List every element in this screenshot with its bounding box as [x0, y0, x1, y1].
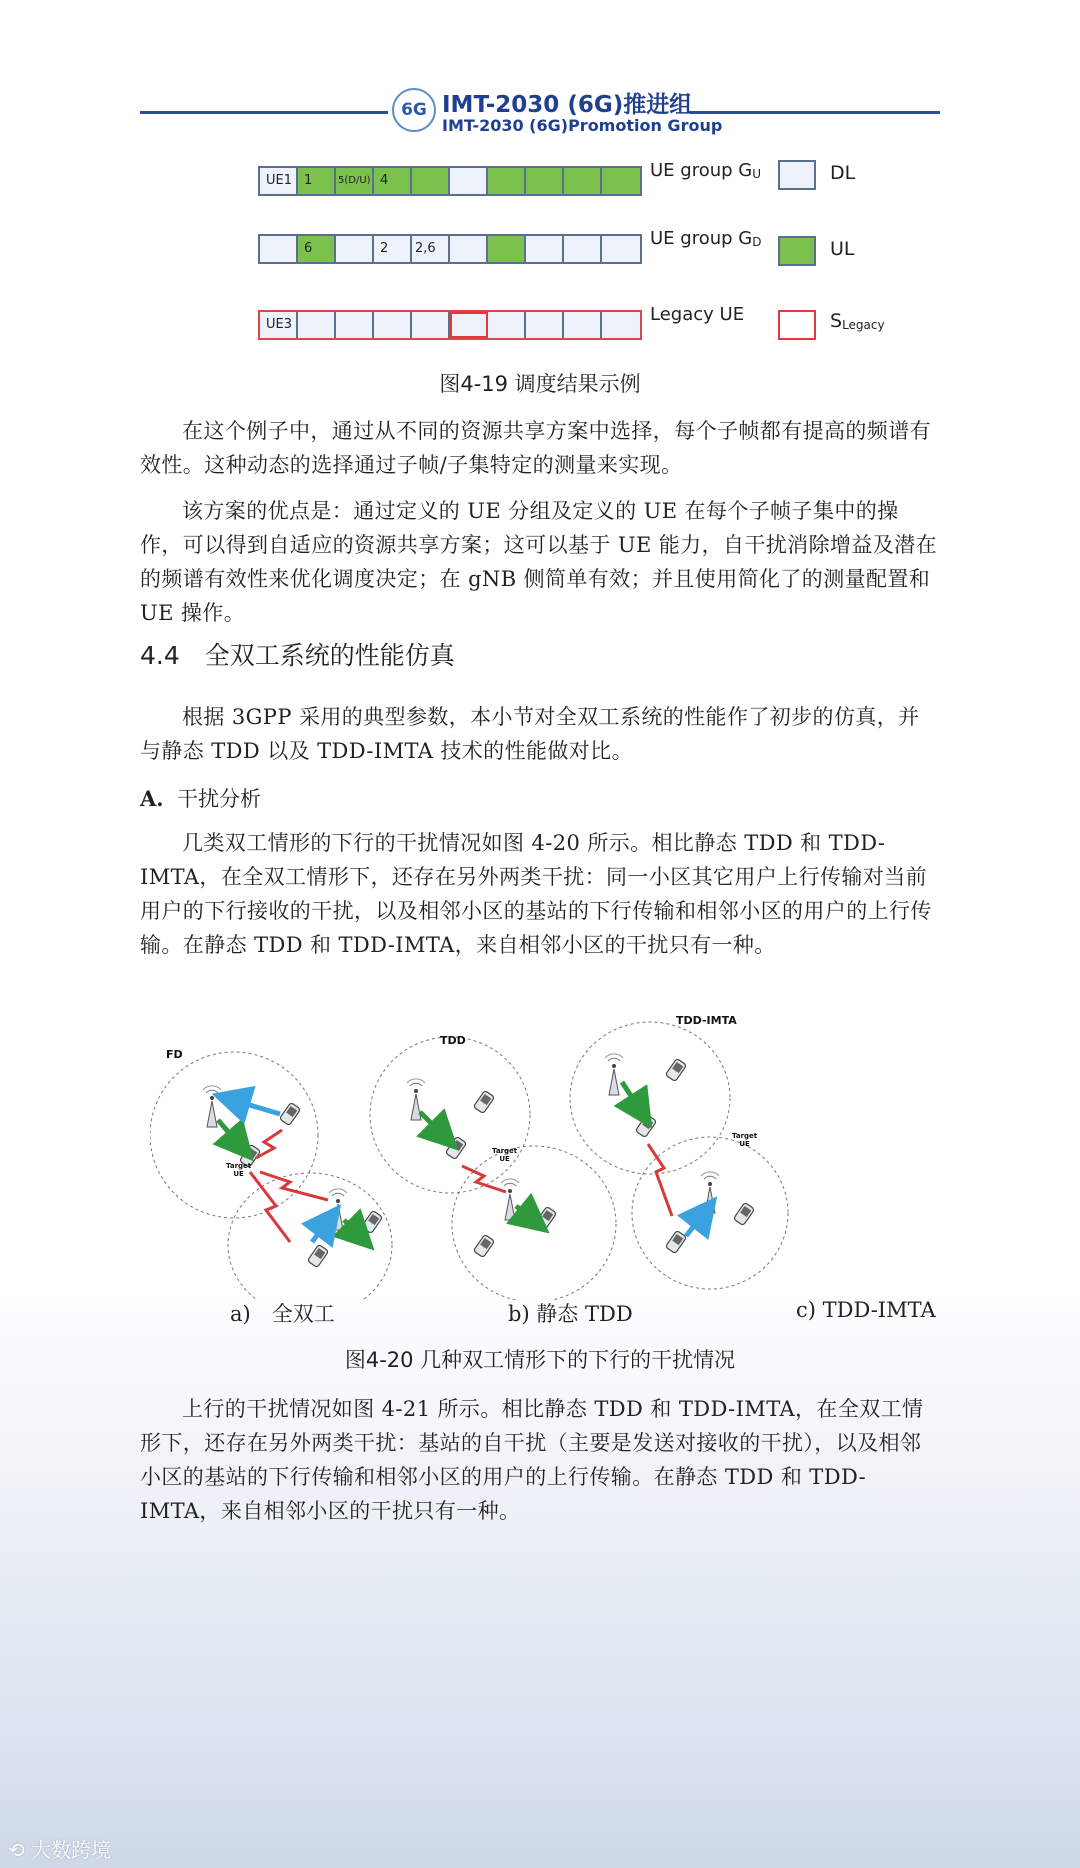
- base-station-icon: [701, 1172, 719, 1213]
- cell-boundary: [370, 1037, 530, 1193]
- grid-cell: [412, 312, 450, 338]
- legend-label-ul: UL: [830, 238, 855, 260]
- ue-phone-icon: [665, 1058, 686, 1081]
- header-title-cn: IMT-2030 (6G)推进组: [442, 92, 693, 118]
- ul-arrow: [226, 1098, 280, 1114]
- grid-cell: 4: [374, 168, 412, 194]
- sub-caption-b: b) 静态 TDD: [508, 1302, 633, 1326]
- logo-text: 6G: [401, 100, 427, 120]
- legend-label-dl: DL: [830, 162, 856, 184]
- paragraph-1: 在这个例子中，通过从不同的资源共享方案中选择，每个子帧都有提高的频谱有效性。这种动态的选择通过子帧/子集特定的测量来实现。: [140, 419, 931, 477]
- section-title: 4.4 全双工系统的性能仿真: [140, 641, 455, 670]
- legend-label-s: $S_{Legacy}$: [830, 310, 885, 332]
- grid-row-gd: [258, 234, 642, 264]
- row-label-gu: UE group $G_U$: [650, 160, 762, 181]
- figure-4-20-caption: 图4-20 几种双工情形下的下行的干扰情况: [344, 1348, 736, 1372]
- sub-caption-a: a) 全双工: [230, 1302, 335, 1326]
- ue-phone-icon: [473, 1090, 494, 1113]
- dl-arrow: [344, 1220, 364, 1240]
- grid-cell: [526, 168, 564, 194]
- ue-phone-icon: [733, 1202, 754, 1225]
- interference-zigzag: [260, 1172, 328, 1200]
- grid-cell: [450, 168, 488, 194]
- grid-cell: UE3: [260, 312, 298, 338]
- interference-zigzag: [462, 1166, 506, 1192]
- base-station-icon: [501, 1179, 519, 1220]
- ul-arrow: [312, 1216, 332, 1242]
- paragraph-4: 几类双工情形的下行的干扰情况如图 4-20 所示。相比静态 TDD 和 TDD-IMTA，在全双工情形下，还存在另外两类干扰：同一小区其它用户上行传输对当前用户的下行接收的干扰，以及相邻小区的基站的下行传输和相邻小区的用户的上行传输。在静态 TDD 和 TDD-IMTA，来自相邻小区的干扰只有一种。: [140, 831, 932, 957]
- grid-cell: 2,6: [412, 236, 450, 262]
- grid-cell: [336, 236, 374, 262]
- ue-phone-icon: [473, 1234, 494, 1257]
- logo-icon: [392, 88, 436, 132]
- ue-phone-icon: [361, 1210, 382, 1233]
- grid-cell: 1: [298, 168, 336, 194]
- ue-phone-icon: [445, 1136, 466, 1159]
- ue-phone-icon: [279, 1102, 300, 1125]
- grid-cell: 6: [298, 236, 336, 262]
- grid-row-gu: [258, 166, 642, 196]
- ue-phone-icon: [635, 1114, 656, 1137]
- legend-swatch-ul: [778, 236, 816, 266]
- grid-row-legacy: [258, 310, 642, 340]
- row-label-gd: UE group $G_D$: [650, 228, 762, 249]
- grid-cell: [564, 236, 602, 262]
- interference-zigzag: [250, 1172, 290, 1242]
- grid-cell: [602, 236, 640, 262]
- figure-4-19-caption: 图4-19 调度结果示例: [439, 372, 641, 396]
- grid-cell: [450, 312, 488, 338]
- header-rule-right: [690, 111, 940, 114]
- dl-arrow: [218, 1120, 244, 1150]
- header-rule-left: [140, 111, 388, 114]
- grid-cell: [488, 236, 526, 262]
- paragraph-5: 上行的干扰情况如图 4-21 所示。相比静态 TDD 和 TDD-IMTA，在全双工情形下，还存在另外两类干扰：基站的自干扰（主要是发送对接收的干扰），以及相邻小区的基站的下行传输和相邻小区的用户的上行传输。在静态 TDD 和 TDD-IMTA，来自相邻小区的干扰只有一种。: [140, 1397, 924, 1523]
- base-station-icon: [329, 1189, 347, 1230]
- grid-cell: [298, 312, 336, 338]
- grid-cell: [526, 312, 564, 338]
- watermark: ⟲ 大数跨境: [8, 1838, 112, 1862]
- panel-label-fd: FD: [166, 1048, 183, 1061]
- ue-phone-icon: [307, 1244, 328, 1267]
- panel-label-tdd-imta: TDD-IMTA: [676, 1014, 737, 1027]
- grid-cell: [564, 312, 602, 338]
- cell-boundary: [228, 1173, 392, 1300]
- dl-arrow: [622, 1082, 644, 1116]
- grid-cell: 5(D/U): [336, 168, 374, 194]
- grid-cell: [526, 236, 564, 262]
- grid-cell: [374, 312, 412, 338]
- legend-swatch-s: [778, 310, 816, 340]
- grid-cell: 2: [374, 236, 412, 262]
- sub-caption-c: c) TDD-IMTA: [796, 1298, 936, 1322]
- grid-cell: UE1: [260, 168, 298, 194]
- base-station-icon: [605, 1054, 623, 1095]
- dl-arrow: [420, 1112, 448, 1140]
- grid-cell: [602, 168, 640, 194]
- grid-cell: [602, 312, 640, 338]
- target-ue-label: Target UE: [732, 1132, 758, 1148]
- header-title-en: IMT-2030 (6G)Promotion Group: [442, 116, 723, 135]
- grid-cell: [488, 168, 526, 194]
- cell-boundary: [570, 1022, 730, 1174]
- watermark-logo-icon: ⟲: [8, 1838, 32, 1862]
- paragraph-2: 该方案的优点是：通过定义的 UE 分组及定义的 UE 在每个子帧子集中的操作，可以得到自适应的资源共享方案；这可以基于 UE 能力，自干扰消除增益及潜在的频谱有效性来优化调度决定；在 gNB 侧简单有效；并且使用简化了的测量配置和 UE 操作。: [140, 499, 937, 625]
- row-label-legacy: Legacy UE: [650, 304, 745, 325]
- grid-cell: [564, 168, 602, 194]
- grid-cell: [450, 236, 488, 262]
- subsection-title: A. 干扰分析: [140, 786, 261, 811]
- ul-arrow: [686, 1208, 708, 1236]
- target-ue-label: Target UE: [492, 1147, 518, 1163]
- interference-zigzag: [256, 1130, 282, 1158]
- ue-phone-icon: [665, 1230, 686, 1253]
- grid-cell: [412, 168, 450, 194]
- grid-cell: [336, 312, 374, 338]
- legend-swatch-dl: [778, 160, 816, 190]
- grid-cell: [488, 312, 526, 338]
- dl-arrow: [516, 1206, 538, 1224]
- interference-diagram: [150, 1010, 930, 1300]
- paragraph-3: 根据 3GPP 采用的典型参数，本小节对全双工系统的性能作了初步的仿真，并与静态 TDD 以及 TDD-IMTA 技术的性能做对比。: [140, 705, 920, 763]
- panel-label-tdd: TDD: [440, 1034, 466, 1047]
- target-ue-label: Target UE: [226, 1162, 252, 1178]
- grid-cell: [260, 236, 298, 262]
- ue-phone-icon: [535, 1206, 556, 1229]
